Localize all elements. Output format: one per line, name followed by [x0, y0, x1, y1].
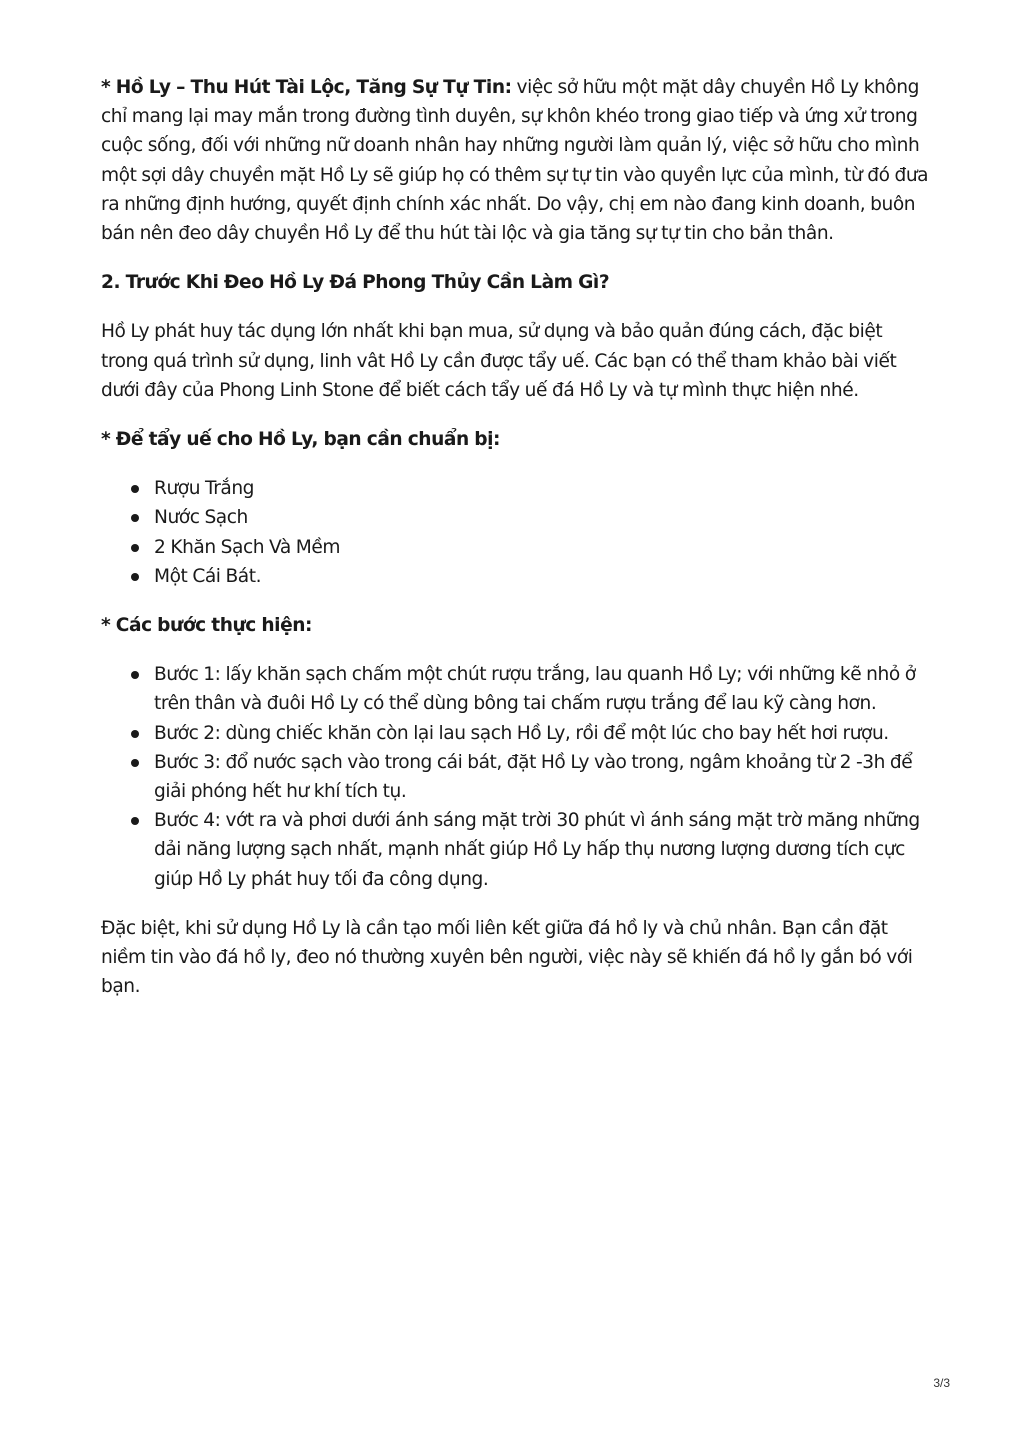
- document-body: [101, 73, 931, 1021]
- bullet-icon: [131, 817, 139, 825]
- list-item-text: Bước 1: lấy khăn sạch chấm một chút rượu trắng, lau quanh Hồ Ly; với những kẽ nhỏ ở trên thân và đuôi Hồ Ly có thể dùng bông tai chấm rượu trắng để lau kỹ càng hơn.: [154, 664, 916, 715]
- list-item-text: Rượu Trắng: [154, 478, 255, 500]
- bullet-icon: [131, 671, 139, 679]
- prepare-heading: * Để tẩy uế cho Hồ Ly, bạn cần chuẩn bị:: [101, 429, 501, 451]
- intro-paragraph: [101, 73, 931, 248]
- list-item: [101, 474, 931, 503]
- list-item-text: Một Cái Bát.: [154, 565, 262, 587]
- intro-bold-lead: * Hồ Ly – Thu Hút Tài Lộc, Tăng Sự Tự Tin:: [101, 77, 512, 98]
- list-item: [101, 806, 931, 894]
- page-number: 3/3: [933, 1376, 950, 1390]
- list-item-text: Bước 2: dùng chiếc khăn còn lại lau sạch Hồ Ly, rồi để một lúc cho bay hết hơi rượu.: [154, 722, 889, 744]
- bullet-icon: [131, 485, 139, 493]
- bullet-icon: [131, 730, 139, 738]
- intro-text: việc sở hữu một mặt dây chuyền Hồ Ly không chỉ mang lại may mắn trong đường tình duyên, sự khôn khéo trong giao tiếp và ứng xử trong cuộc sống, đối với những nữ doanh nhân hay những người làm quản lý, việc sở hữu cho mình một sợi dây chuyền mặt Hồ Ly sẽ giúp họ có thêm sự tự tin vào quyền lực của mình, từ đó đưa ra những định hướng, quyết định chính xác nhất. Do vậy, chị em nào đang kinh doanh, buôn bán nên đeo dây chuyền Hồ Ly để thu hút tài lộc và gia tăng sự tự tin cho bản thân.: [101, 77, 929, 245]
- bullet-icon: [131, 544, 139, 552]
- bullet-icon: [131, 514, 139, 522]
- section-heading: 2. Trước Khi Đeo Hồ Ly Đá Phong Thủy Cần Làm Gì?: [101, 272, 610, 294]
- list-item: [101, 533, 931, 562]
- list-item: [101, 562, 931, 591]
- list-item-text: Bước 4: vớt ra và phơi dưới ánh sáng mặt trời 30 phút vì ánh sáng mặt trờ măng những dải năng lượng sạch nhất, mạnh nhất giúp Hồ Ly hấp thụ nương lượng dương tích cực giúp Hồ Ly phát huy tối đa công dụng.: [154, 810, 920, 890]
- section-paragraph: Hồ Ly phát huy tác dụng lớn nhất khi bạn mua, sử dụng và bảo quản đúng cách, đặc biệt trong quá trình sử dụng, linh vât Hồ Ly cần được tẩy uế. Các bạn có thể tham khảo bài viết dưới đây của Phong Linh Stone để biết cách tẩy uế đá Hồ Ly và tự mình thực hiện nhé.: [101, 321, 897, 401]
- list-item-text: Nước Sạch: [154, 507, 248, 529]
- steps-heading: * Các bước thực hiện:: [101, 615, 313, 637]
- list-item-text: Bước 3: đổ nước sạch vào trong cái bát, đặt Hồ Ly vào trong, ngâm khoảng từ 2 -3h để giải phóng hết hư khí tích tụ.: [154, 751, 913, 803]
- list-item-text: 2 Khăn Sạch Và Mềm: [154, 536, 340, 558]
- list-item: [101, 719, 931, 748]
- list-item: [101, 748, 931, 806]
- prepare-list: [101, 474, 931, 591]
- closing-paragraph: Đặc biệt, khi sử dụng Hồ Ly là cần tạo mối liên kết giữa đá hồ ly và chủ nhân. Bạn cần đặt niềm tin vào đá hồ ly, đeo nó thường xuyên bên người, việc này sẽ khiến đá hồ ly gắn bó với bạn.: [101, 917, 913, 998]
- bullet-icon: [131, 759, 139, 767]
- steps-list: [101, 660, 931, 894]
- list-item: [101, 660, 931, 718]
- list-item: [101, 503, 931, 532]
- bullet-icon: [131, 573, 139, 581]
